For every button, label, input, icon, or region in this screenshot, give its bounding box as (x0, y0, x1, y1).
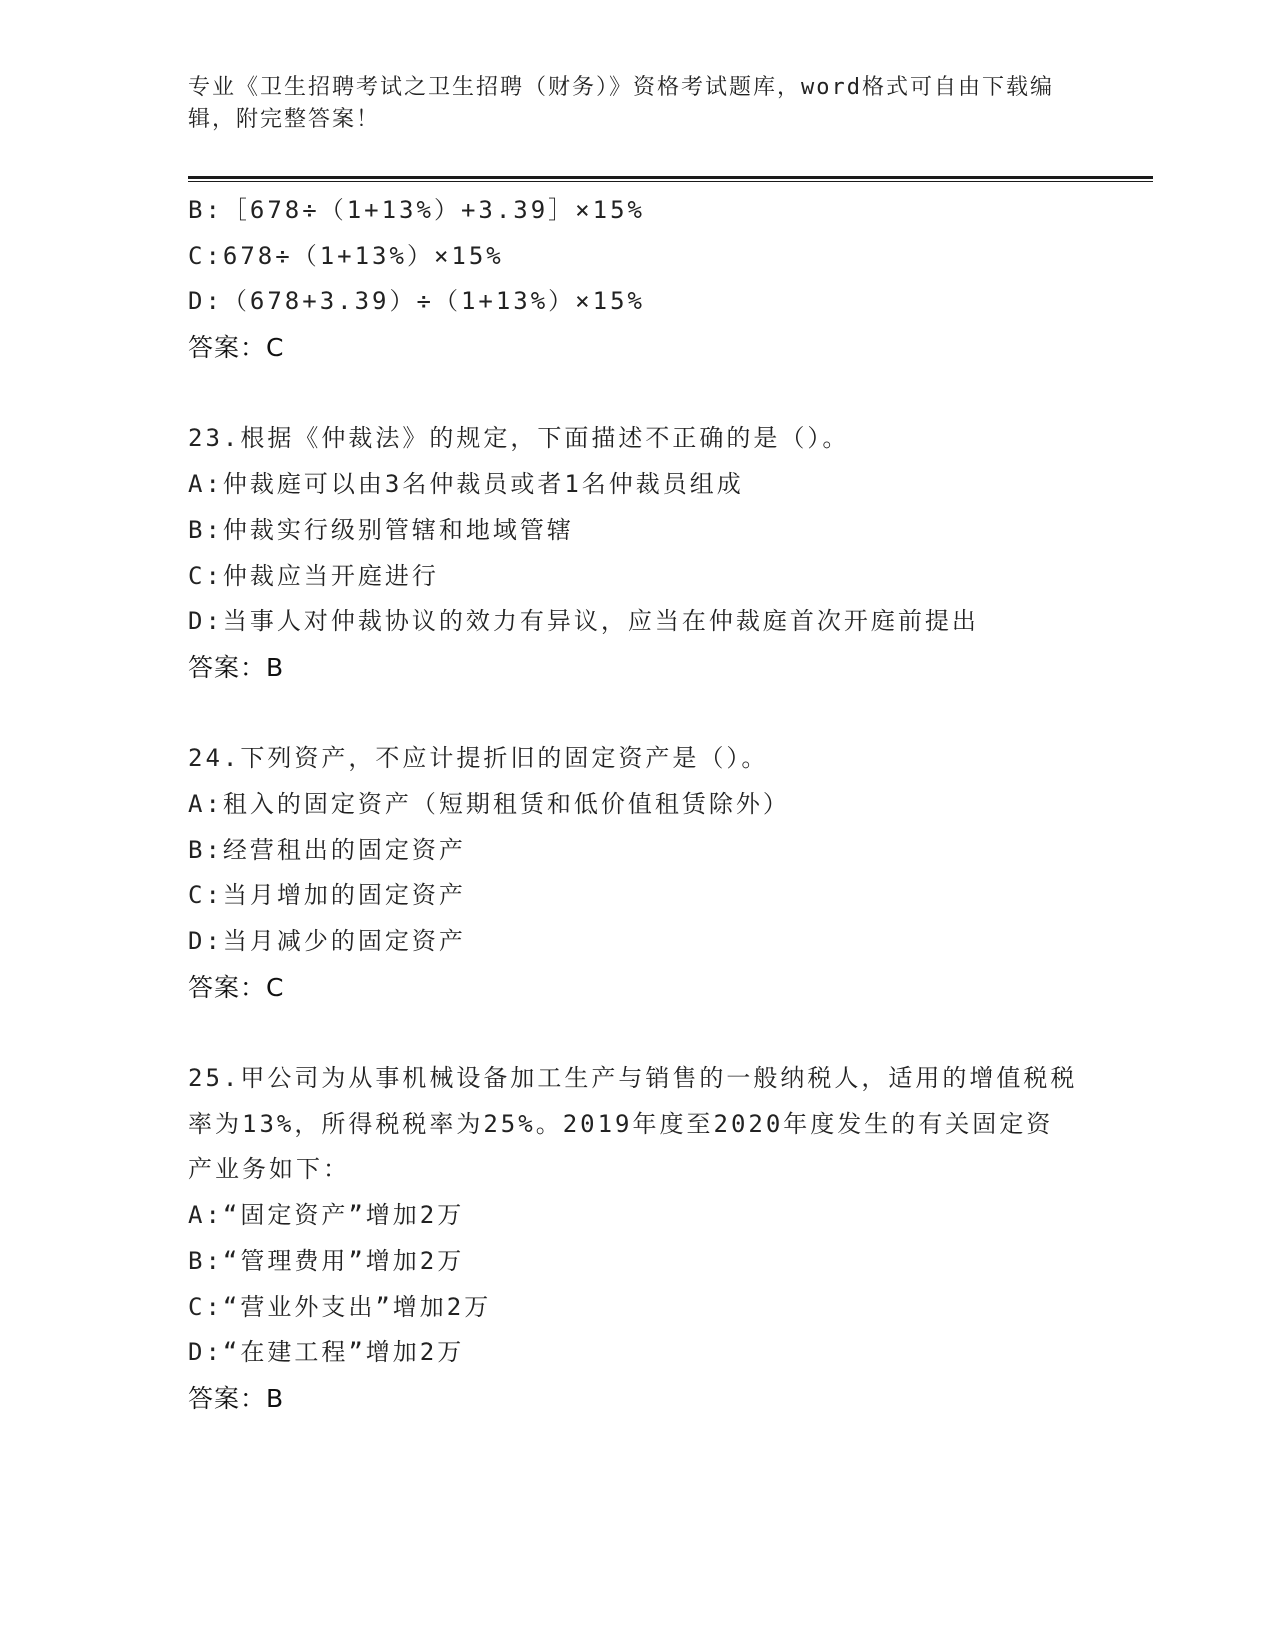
option-a: A:租入的固定资产（短期租赁和低价值租赁除外） (188, 789, 790, 818)
option-c: C:678÷（1+13%）×15% (188, 241, 504, 270)
spacer (188, 1010, 1088, 1056)
spacer (188, 691, 1088, 737)
answer-line: 答案：C (188, 972, 285, 1002)
question-list (188, 188, 1088, 1422)
option-b: B:［678÷（1+13%）+3.39］×15% (188, 196, 645, 224)
question-stem: 24.下列资产，不应计提折旧的固定资产是（）。 (188, 744, 769, 773)
option-b: B:“管理费用”增加2万 (188, 1246, 465, 1275)
answer-line: 答案：C (188, 333, 285, 363)
answer-line: 答案：B (188, 652, 285, 682)
option-c: C:当月增加的固定资产 (188, 881, 466, 910)
option-c: C:“营业外支出”增加2万 (188, 1292, 492, 1321)
option-a: A:“固定资产”增加2万 (188, 1201, 465, 1230)
header-divider-thick (188, 176, 1153, 179)
option-a: A:仲裁庭可以由3名仲裁员或者1名仲裁员组成 (188, 470, 744, 499)
question-23 (188, 416, 1088, 690)
option-b: B:经营租出的固定资产 (188, 835, 466, 864)
answer-line: 答案：B (188, 1383, 285, 1413)
question-25 (188, 1056, 1088, 1422)
document-header: 专业《卫生招聘考试之卫生招聘（财务）》资格考试题库，word格式可自由下载编辑，附完整答案！ (188, 75, 1054, 132)
option-c: C:仲裁应当开庭进行 (188, 561, 439, 590)
question-24 (188, 736, 1088, 1010)
question-stem: 23.根据《仲裁法》的规定，下面描述不正确的是（）。 (188, 424, 850, 453)
option-d: D:（678+3.39）÷（1+13%）×15% (188, 287, 645, 316)
question-stem: 25.甲公司为从事机械设备加工生产与销售的一般纳税人，适用的增值税税率为13%，所得税税率为25%。2019年度至2020年度发生的有关固定资产业务如下： (188, 1064, 1078, 1184)
option-b: B:仲裁实行级别管辖和地域管辖 (188, 515, 574, 544)
option-d: D:“在建工程”增加2万 (188, 1338, 465, 1367)
question-22-continuation (188, 188, 1088, 371)
spacer (188, 371, 1088, 417)
option-d: D:当事人对仲裁协议的效力有异议，应当在仲裁庭首次开庭前提出 (188, 607, 979, 636)
header-divider-thin (188, 181, 1153, 182)
option-d: D:当月减少的固定资产 (188, 927, 466, 955)
